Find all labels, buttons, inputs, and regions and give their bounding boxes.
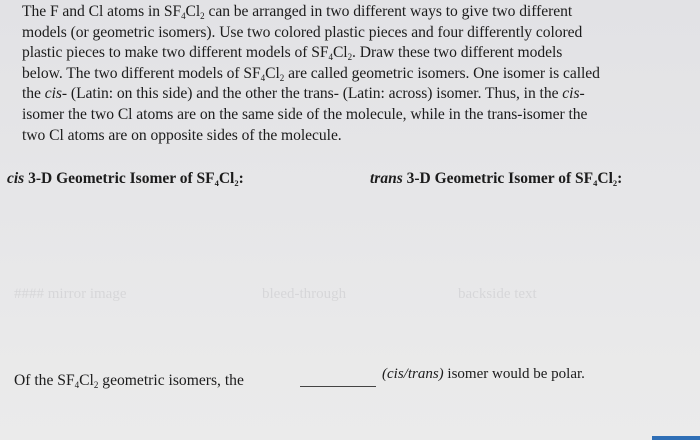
text-run: are called geometric isomers. One isomer is called	[284, 64, 600, 82]
subscript: 2	[200, 11, 205, 21]
text-run: Cl	[332, 44, 348, 62]
label-text: :	[238, 170, 244, 187]
subscript: 4	[593, 178, 598, 188]
question-text: Of the SF	[14, 372, 75, 389]
cis-isomer-label	[7, 170, 244, 188]
corner-accent-bar	[652, 436, 700, 440]
bleed-through-text: bleed-through	[262, 286, 347, 302]
text-run: models (or geometric isomers). Use two colored plastic pieces and four differently colored	[22, 23, 583, 41]
italic-term: cis-	[562, 85, 585, 103]
subscript: 2	[234, 178, 239, 188]
paragraph-line-6	[22, 105, 682, 126]
question-text: Cl	[79, 372, 94, 389]
subscript: 2	[612, 178, 618, 188]
text-run: below. The two different models of SF	[22, 64, 261, 82]
subscript: 4	[181, 11, 186, 21]
text-run: Cl	[265, 64, 280, 82]
polarity-question	[14, 372, 244, 390]
label-text: Cl	[597, 170, 613, 187]
bleed-through-text: backside text	[458, 286, 537, 302]
polarity-question-choice	[382, 366, 585, 383]
label-text: 3-D Geometric Isomer of SF	[24, 170, 215, 187]
text-run: the	[22, 85, 45, 103]
paragraph-line-2	[22, 23, 682, 44]
subscript: 4	[328, 52, 333, 63]
subscript: 4	[260, 72, 266, 83]
text-run: two Cl atoms are on opposite sides of the molecule.	[22, 126, 342, 144]
label-text: :	[617, 170, 623, 187]
subscript: 2	[279, 72, 285, 83]
text-run: (Latin: on this side) and the other the trans- (Latin: across) isomer. Thus, in the	[67, 85, 563, 103]
text-run: . Draw these two different models	[352, 44, 563, 62]
paragraph-line-4	[22, 64, 682, 85]
paragraph-line-5	[22, 84, 682, 105]
subscript: 4	[74, 380, 80, 390]
question-text: geometric isomers, the	[98, 372, 244, 389]
trans-prefix: trans	[370, 170, 403, 187]
subscript: 4	[214, 178, 219, 188]
subscript: 2	[347, 52, 353, 63]
instructions-paragraph	[22, 2, 682, 146]
text-run: The F and Cl atoms in SF	[22, 3, 182, 20]
text-run: Cl	[185, 3, 201, 20]
cis-trans-choice: (cis/trans)	[382, 366, 444, 382]
italic-term: cis-	[44, 85, 68, 103]
answer-blank[interactable]	[300, 386, 376, 387]
paragraph-line-3	[22, 43, 682, 64]
question-text: isomer would be polar.	[443, 366, 585, 382]
subscript: 2	[93, 380, 99, 390]
label-text: 3-D Geometric Isomer of SF	[402, 170, 594, 187]
text-run: plastic pieces to make two different models of SF	[22, 44, 329, 62]
cis-prefix: cis	[7, 170, 25, 187]
text-run: isomer the two Cl atoms are on the same side of the molecule, while in the trans-isomer the	[22, 105, 588, 123]
bleed-through-text: #### mirror image	[14, 286, 127, 302]
paragraph-line-7	[22, 126, 682, 147]
text-run: can be arranged in two different ways to give two different	[204, 3, 573, 20]
trans-isomer-label	[370, 170, 622, 188]
label-text: Cl	[218, 170, 235, 187]
paragraph-line-1	[22, 2, 682, 23]
